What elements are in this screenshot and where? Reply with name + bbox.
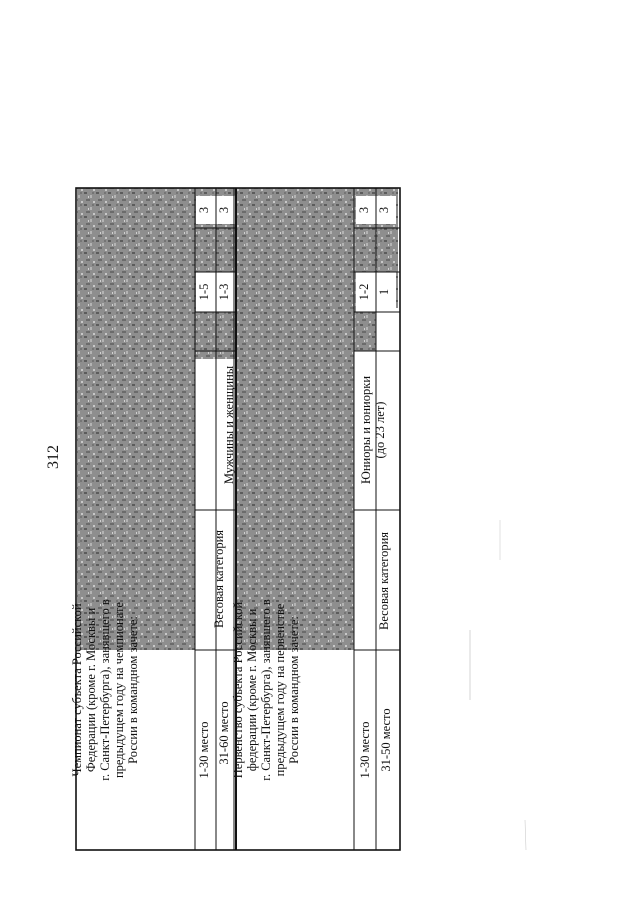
block2-heading: Первенство субъекта Российской федерации (кроме г. Москвы и г. Санкт-Петербурга), занявшего в предыдущем году на первенстве России в командном зачете:	[231, 599, 301, 781]
block2-category: Весовая категория	[377, 531, 391, 631]
block1-group: Мужчины и женщины	[222, 365, 236, 485]
block1-row1-place: 1-30 место	[197, 721, 211, 779]
block2-group: Юниоры и юниорки (до 23 лет)	[359, 375, 387, 485]
block1-category: Весовая категория	[212, 529, 226, 629]
block1-row1-range: 1-5	[197, 283, 211, 301]
block1-row2-range: 1-3	[217, 283, 231, 301]
block2-row1-value: 3	[357, 206, 371, 214]
block2-row2-range: 1	[377, 288, 391, 296]
block1-row1-value: 3	[197, 206, 211, 214]
block1-heading: Чемпионат субъекта Российской Федерации (кроме г. Москвы и г. Санкт-Петербурга), занявшего в предыдущем году на чемпионате России в командном зачете:	[70, 599, 140, 781]
block2-row2-value: 3	[377, 206, 391, 214]
page-number: 312	[45, 445, 62, 469]
block1-row2-place: 31-60 место	[217, 701, 231, 765]
block2-row1-range: 1-2	[357, 283, 371, 301]
block2-row1-place: 1-30 место	[358, 721, 372, 779]
block2-row2-place: 31-50 место	[379, 708, 393, 772]
block1-row2-value: 3	[217, 206, 231, 214]
